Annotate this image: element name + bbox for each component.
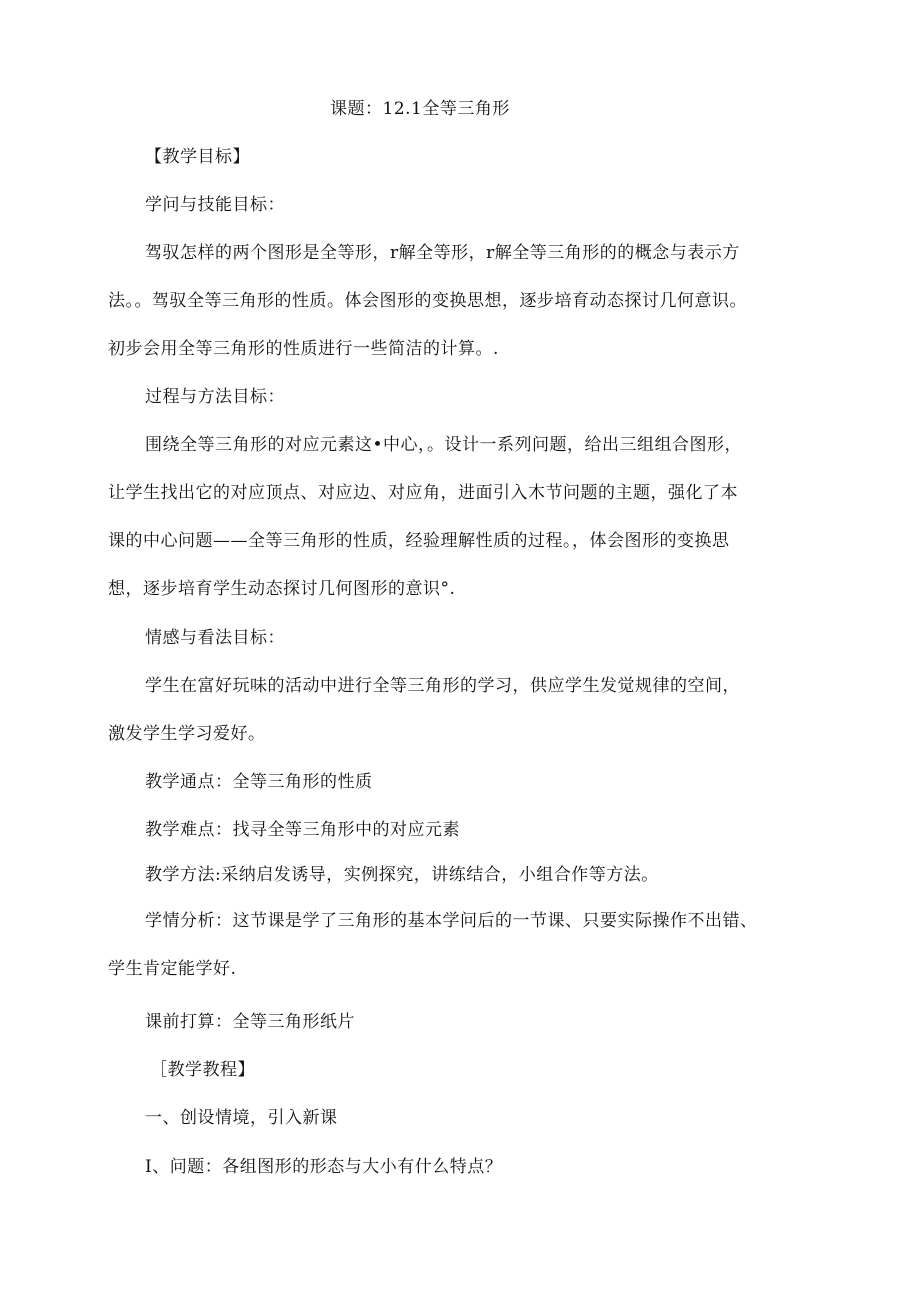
paragraph-line: 驾驭怎样的两个图形是全等形，r解全等形，r解全等三角形的的概念与表示方 <box>145 243 740 263</box>
subheading-process-method-objectives: 过程与方法目标： <box>145 387 285 407</box>
paragraph-line: 想，逐步培育学生动态探讨几何图形的意识°. <box>108 579 456 599</box>
learning-analysis: 学情分析：这节课是学了三角形的基本学问后的一节课、只要实际操作不出错、 <box>145 911 758 931</box>
subheading-emotion-attitude-objectives: 情感与看法目标： <box>145 628 285 648</box>
pre-class-preparation: 课前打算：全等三角形纸片 <box>145 1012 355 1032</box>
paragraph-line: 围绕全等三角形的对应元素这•中心，。设计一系列问题，给出三组组合图形， <box>145 435 743 455</box>
teaching-method: 教学方法:采纳启发诱导，实例探究，讲练结合，小组合作等方法。 <box>145 865 659 885</box>
section-step-heading: 一、创设情境，引入新课 <box>145 1108 338 1128</box>
paragraph-line: 让学生找出它的对应顶点、对应边、对应角，进面引入木节问题的主题，强化了本 <box>108 483 738 503</box>
paragraph-line: 法。。驾驭全等三角形的性质。体会图形的变换思想，逐步培育动态探讨几何意识。 <box>108 291 747 311</box>
teaching-difficulty: 教学难点：找寻全等三角形中的对应元素 <box>145 820 460 840</box>
teaching-key-point: 教学通点：全等三角形的性质 <box>145 772 373 792</box>
document-title: 课题：12.1全等三角形 <box>330 99 510 119</box>
section-heading-teaching-process: ［教学教程】 <box>150 1060 255 1080</box>
paragraph-line: 学生肯定能学好. <box>108 959 237 979</box>
paragraph-line: 初步会用全等三角形的性质进行一些简洁的计算。. <box>108 339 499 359</box>
subheading-knowledge-skill-objectives: 学问与技能目标： <box>145 195 285 215</box>
question-item: I、问题：各组图形的形态与大小有什么特点？ <box>145 1157 503 1177</box>
paragraph-line: 课的中心问题——全等三角形的性质，经验理解性质的过程。，体会图形的变换思 <box>108 531 730 551</box>
paragraph-line: 激发学生学习爱好。 <box>108 724 266 744</box>
section-heading-teaching-objectives: 【教学目标】 <box>145 147 250 167</box>
paragraph-line: 学生在富好玩味的活动中进行全等三角形的学习，供应学生发觉规律的空间， <box>145 676 740 696</box>
